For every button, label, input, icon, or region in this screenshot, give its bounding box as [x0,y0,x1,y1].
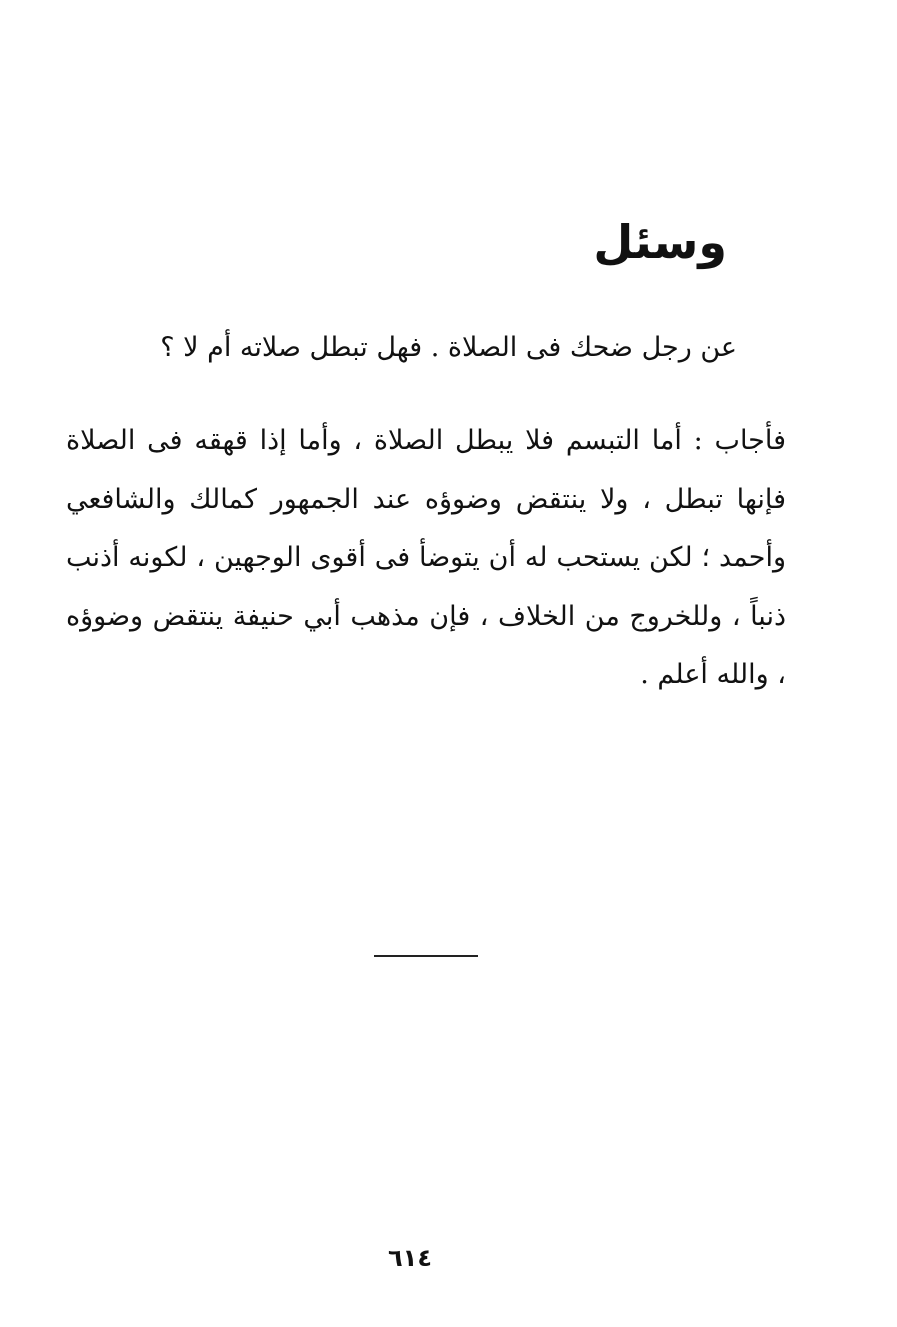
answer-paragraph: فأجاب : أما التبسم فلا يبطل الصلاة ، وأما إذا قهقه فى الصلاة فإنها تبطل ، ولا ينتقض وضوؤه عند الجمهور كمالك والشافعي وأحمد ؛ لكن يستحب له أن يتوضأ فى أقوى الوجهين ، لكونه أذنب ذنباً ، وللخروج من الخلاف ، فإن مذهب أبي حنيفة ينتقض وضوؤه ، والله أعلم . [66,425,786,690]
page-number: ٦١٤ [388,1244,432,1272]
separator-rule [374,955,478,957]
question-text: عن رجل ضحك فى الصلاة . فهل تبطل صلاته أم لا ؟ [160,332,737,363]
section-heading: وسئل [593,215,727,269]
answer-block [66,412,786,705]
